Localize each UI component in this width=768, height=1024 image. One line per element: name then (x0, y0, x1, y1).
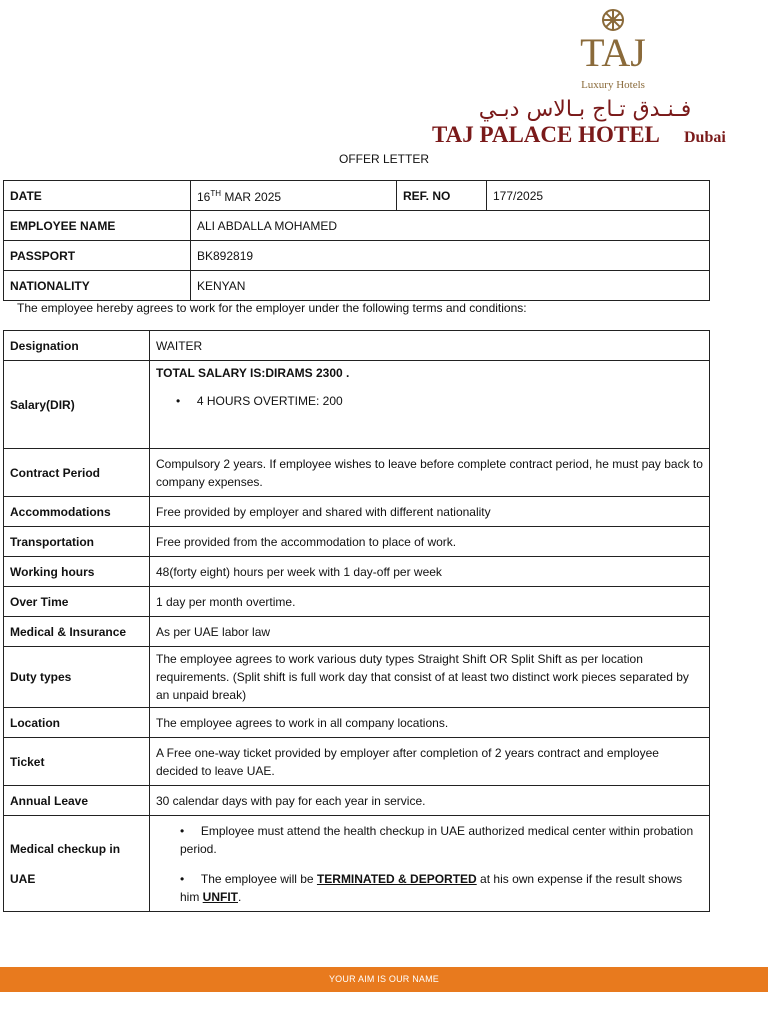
salary-label: Salary(DIR) (4, 361, 150, 449)
salary-value (150, 361, 710, 449)
ref-label: REF. NO (397, 181, 487, 211)
designation-label: Designation (4, 331, 150, 361)
annual-leave-label: Annual Leave (4, 786, 150, 816)
hotel-city: Dubai (684, 129, 726, 146)
table-row (4, 497, 710, 527)
transport-label: Transportation (4, 527, 150, 557)
nationality-label: NATIONALITY (4, 271, 191, 301)
annual-leave-value: 30 calendar days with pay for each year in service. (150, 786, 710, 816)
checkup-item-2: • The employee will be TERMINATED & DEPORTED at his own expense if the result shows him UNFIT. (180, 871, 683, 904)
checkup-item-1: • Employee must attend the health checkup in UAE authorized medical center within probation period. (180, 823, 694, 856)
employee-details-table (3, 180, 710, 301)
table-row (4, 738, 710, 786)
table-row (4, 211, 710, 241)
transport-value: Free provided from the accommodation to place of work. (150, 527, 710, 557)
contract-value: Compulsory 2 years. If employee wishes to leave before complete contract period, he must pay back to company expenses. (150, 449, 710, 497)
brand-mark: TAJ (580, 30, 646, 75)
medical-checkup-label: Medical checkup in UAE (4, 816, 150, 912)
terms-table (3, 330, 710, 912)
table-row (4, 361, 710, 449)
location-value: The employee agrees to work in all company locations. (150, 708, 710, 738)
overtime-label: Over Time (4, 587, 150, 617)
overtime-value: 1 day per month overtime. (150, 587, 710, 617)
accommodation-value: Free provided by employer and shared with different nationality (150, 497, 710, 527)
ticket-value: A Free one-way ticket provided by employer after completion of 2 years contract and employee decided to leave UAE. (150, 738, 710, 786)
duty-types-label: Duty types (4, 647, 150, 708)
salary-overtime-item: • 4 HOURS OVERTIME: 200 (176, 394, 343, 408)
working-hours-label: Working hours (4, 557, 150, 587)
table-row (4, 557, 710, 587)
table-row (4, 271, 710, 301)
intro-text: The employee hereby agrees to work for the employer under the following terms and conditions: (17, 301, 527, 315)
medical-insurance-label: Medical & Insurance (4, 617, 150, 647)
arabic-hotel-name: فـنـدق تـاج بـالاس دبـي (478, 97, 692, 122)
medical-checkup-value (150, 816, 710, 912)
employee-name-value: ALI ABDALLA MOHAMED (191, 211, 710, 241)
taj-emblem-icon (420, 6, 750, 150)
table-row (4, 527, 710, 557)
document-title: OFFER LETTER (338, 152, 429, 166)
designation-value: WAITER (150, 331, 710, 361)
duty-types-value: The employee agrees to work various duty types Straight Shift OR Split Shift as per location requirements. (Split shift is full work day that consist of at least two distinct work pieces separated by an unpaid break) (150, 647, 710, 708)
footer-banner: YOUR AIM IS OUR NAME (0, 967, 768, 992)
hotel-name: TAJ PALACE HOTEL (432, 122, 660, 147)
location-label: Location (4, 708, 150, 738)
salary-total: TOTAL SALARY IS:DIRAMS 2300 . (156, 366, 350, 380)
working-hours-value: 48(forty eight) hours per week with 1 day-off per week (150, 557, 710, 587)
date-value: 16TH MAR 2025 (191, 181, 397, 211)
hotel-logo (420, 6, 750, 150)
table-row (4, 587, 710, 617)
medical-insurance-value: As per UAE labor law (150, 617, 710, 647)
table-row (4, 708, 710, 738)
table-row (4, 449, 710, 497)
date-label: DATE (4, 181, 191, 211)
accommodation-label: Accommodations (4, 497, 150, 527)
ticket-label: Ticket (4, 738, 150, 786)
contract-label: Contract Period (4, 449, 150, 497)
table-row (4, 786, 710, 816)
table-row (4, 181, 710, 211)
nationality-value: KENYAN (191, 271, 710, 301)
passport-label: PASSPORT (4, 241, 191, 271)
table-row (4, 647, 710, 708)
table-row (4, 241, 710, 271)
table-row (4, 816, 710, 912)
employee-name-label: EMPLOYEE NAME (4, 211, 191, 241)
ref-value: 177/2025 (487, 181, 710, 211)
table-row (4, 331, 710, 361)
table-row (4, 617, 710, 647)
brand-subtitle: Luxury Hotels (581, 79, 645, 91)
passport-value: BK892819 (191, 241, 710, 271)
